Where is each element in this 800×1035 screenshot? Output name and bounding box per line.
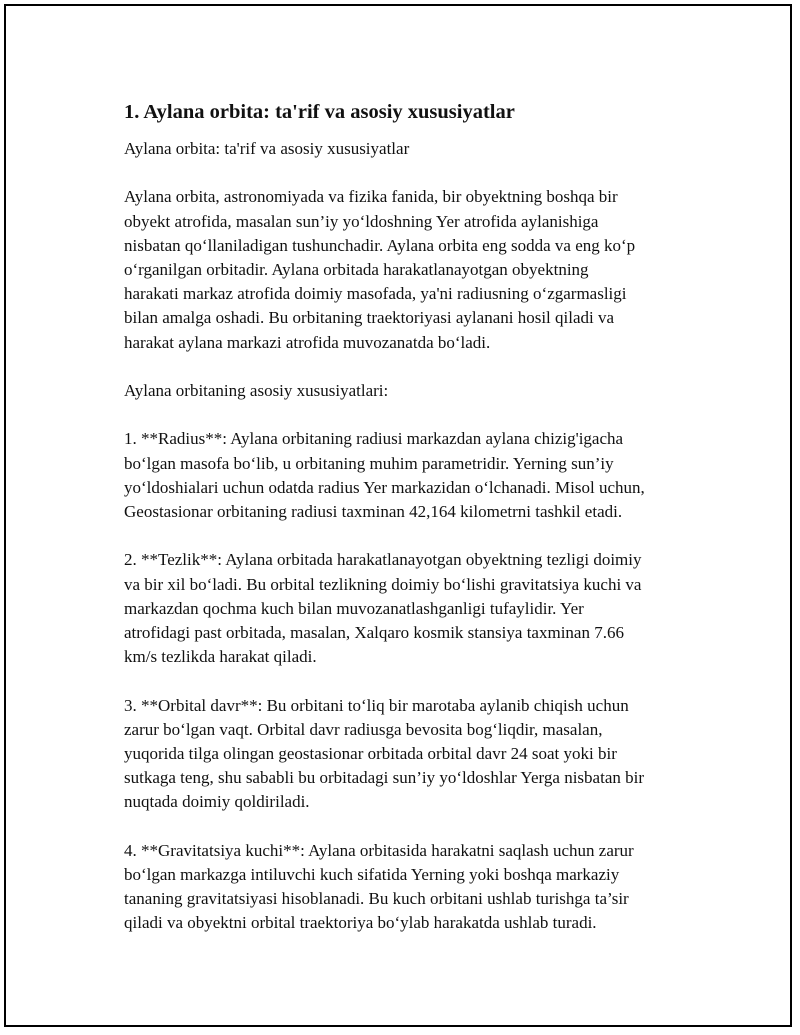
- page-title: 1. Aylana orbita: ta'rif va asosiy xususiyatlar: [124, 101, 515, 123]
- subtitle-paragraph: Aylana orbita: ta'rif va asosiy xususiyatlar: [124, 139, 410, 158]
- intro-paragraph: Aylana orbita, astronomiyada va fizika fanida, bir obyektning boshqa bir obyekt atrofida, masalan sun’iy yo‘ldoshning Yer atrofida aylanishiga nisbatan qo‘llaniladigan tushunchadir. Aylana orbita eng sodda va eng ko‘p o‘rganilgan orbitadir. Aylana orbitada harakatlanayotgan obyektning harakati markaz atrofida doimiy masofada, ya'ni radiusning o‘zgarmasligi bilan amalga oshadi. Bu orbitaning traektoriyasi aylanani hosil qiladi va harakat aylana markazi atrofida muvozanatda bo‘ladi.: [124, 187, 636, 352]
- orbital-period-paragraph: 3. **Orbital davr**: Bu orbitani to‘liq bir marotaba aylanib chiqish uchun zarur bo‘lgan vaqt. Orbital davr radiusga bevosita bog‘liqdir, masalan, yuqorida tilga olingan geostasionar orbitada orbital davr 24 soat yoki bir sutkaga teng, shu sababli bu orbitadagi sun’iy yo‘ldoshlar Yerga nisbatan bir nuqtada doimiy qoldiriladi.: [124, 695, 644, 812]
- radius-paragraph: 1. **Radius**: Aylana orbitaning radiusi markazdan aylana chizig'igacha bo‘lgan masofa bo‘lib, u orbitaning muhim parametridir. Yerning sun’iy yo‘ldoshialari uchun odatda radius Yer markazidan o‘lchanadi. Misol uchun, Geostasionar orbitaning radiusi taxminan 42,164 kilometrni tashkil etadi.: [124, 429, 645, 521]
- document-body: [124, 99, 699, 960]
- page-frame: [4, 4, 792, 1027]
- properties-heading-paragraph: Aylana orbitaning asosiy xususiyatlari:: [124, 381, 389, 400]
- velocity-paragraph: 2. **Tezlik**: Aylana orbitada harakatlanayotgan obyektning tezligi doimiy va bir xil bo‘ladi. Bu orbital tezlikning doimiy bo‘lishi gravitatsiya kuchi va markazdan qochma kuch bilan muvozanatlashganligi tufaylidir. Yer atrofidagi past orbitada, masalan, Xalqaro kosmik stansiya taxminan 7.66 km/s tezlikda harakat qiladi.: [124, 550, 642, 667]
- gravity-paragraph: 4. **Gravitatsiya kuchi**: Aylana orbitasida harakatni saqlash uchun zarur bo‘lgan markazga intiluvchi kuch sifatida Yerning yoki boshqa markaziy tananing gravitatsiyasi hisoblanadi. Bu kuch orbitani ushlab turishga ta’sir qiladi va obyektni orbital traektoriya bo‘ylab harakatda ushlab turadi.: [124, 840, 634, 933]
